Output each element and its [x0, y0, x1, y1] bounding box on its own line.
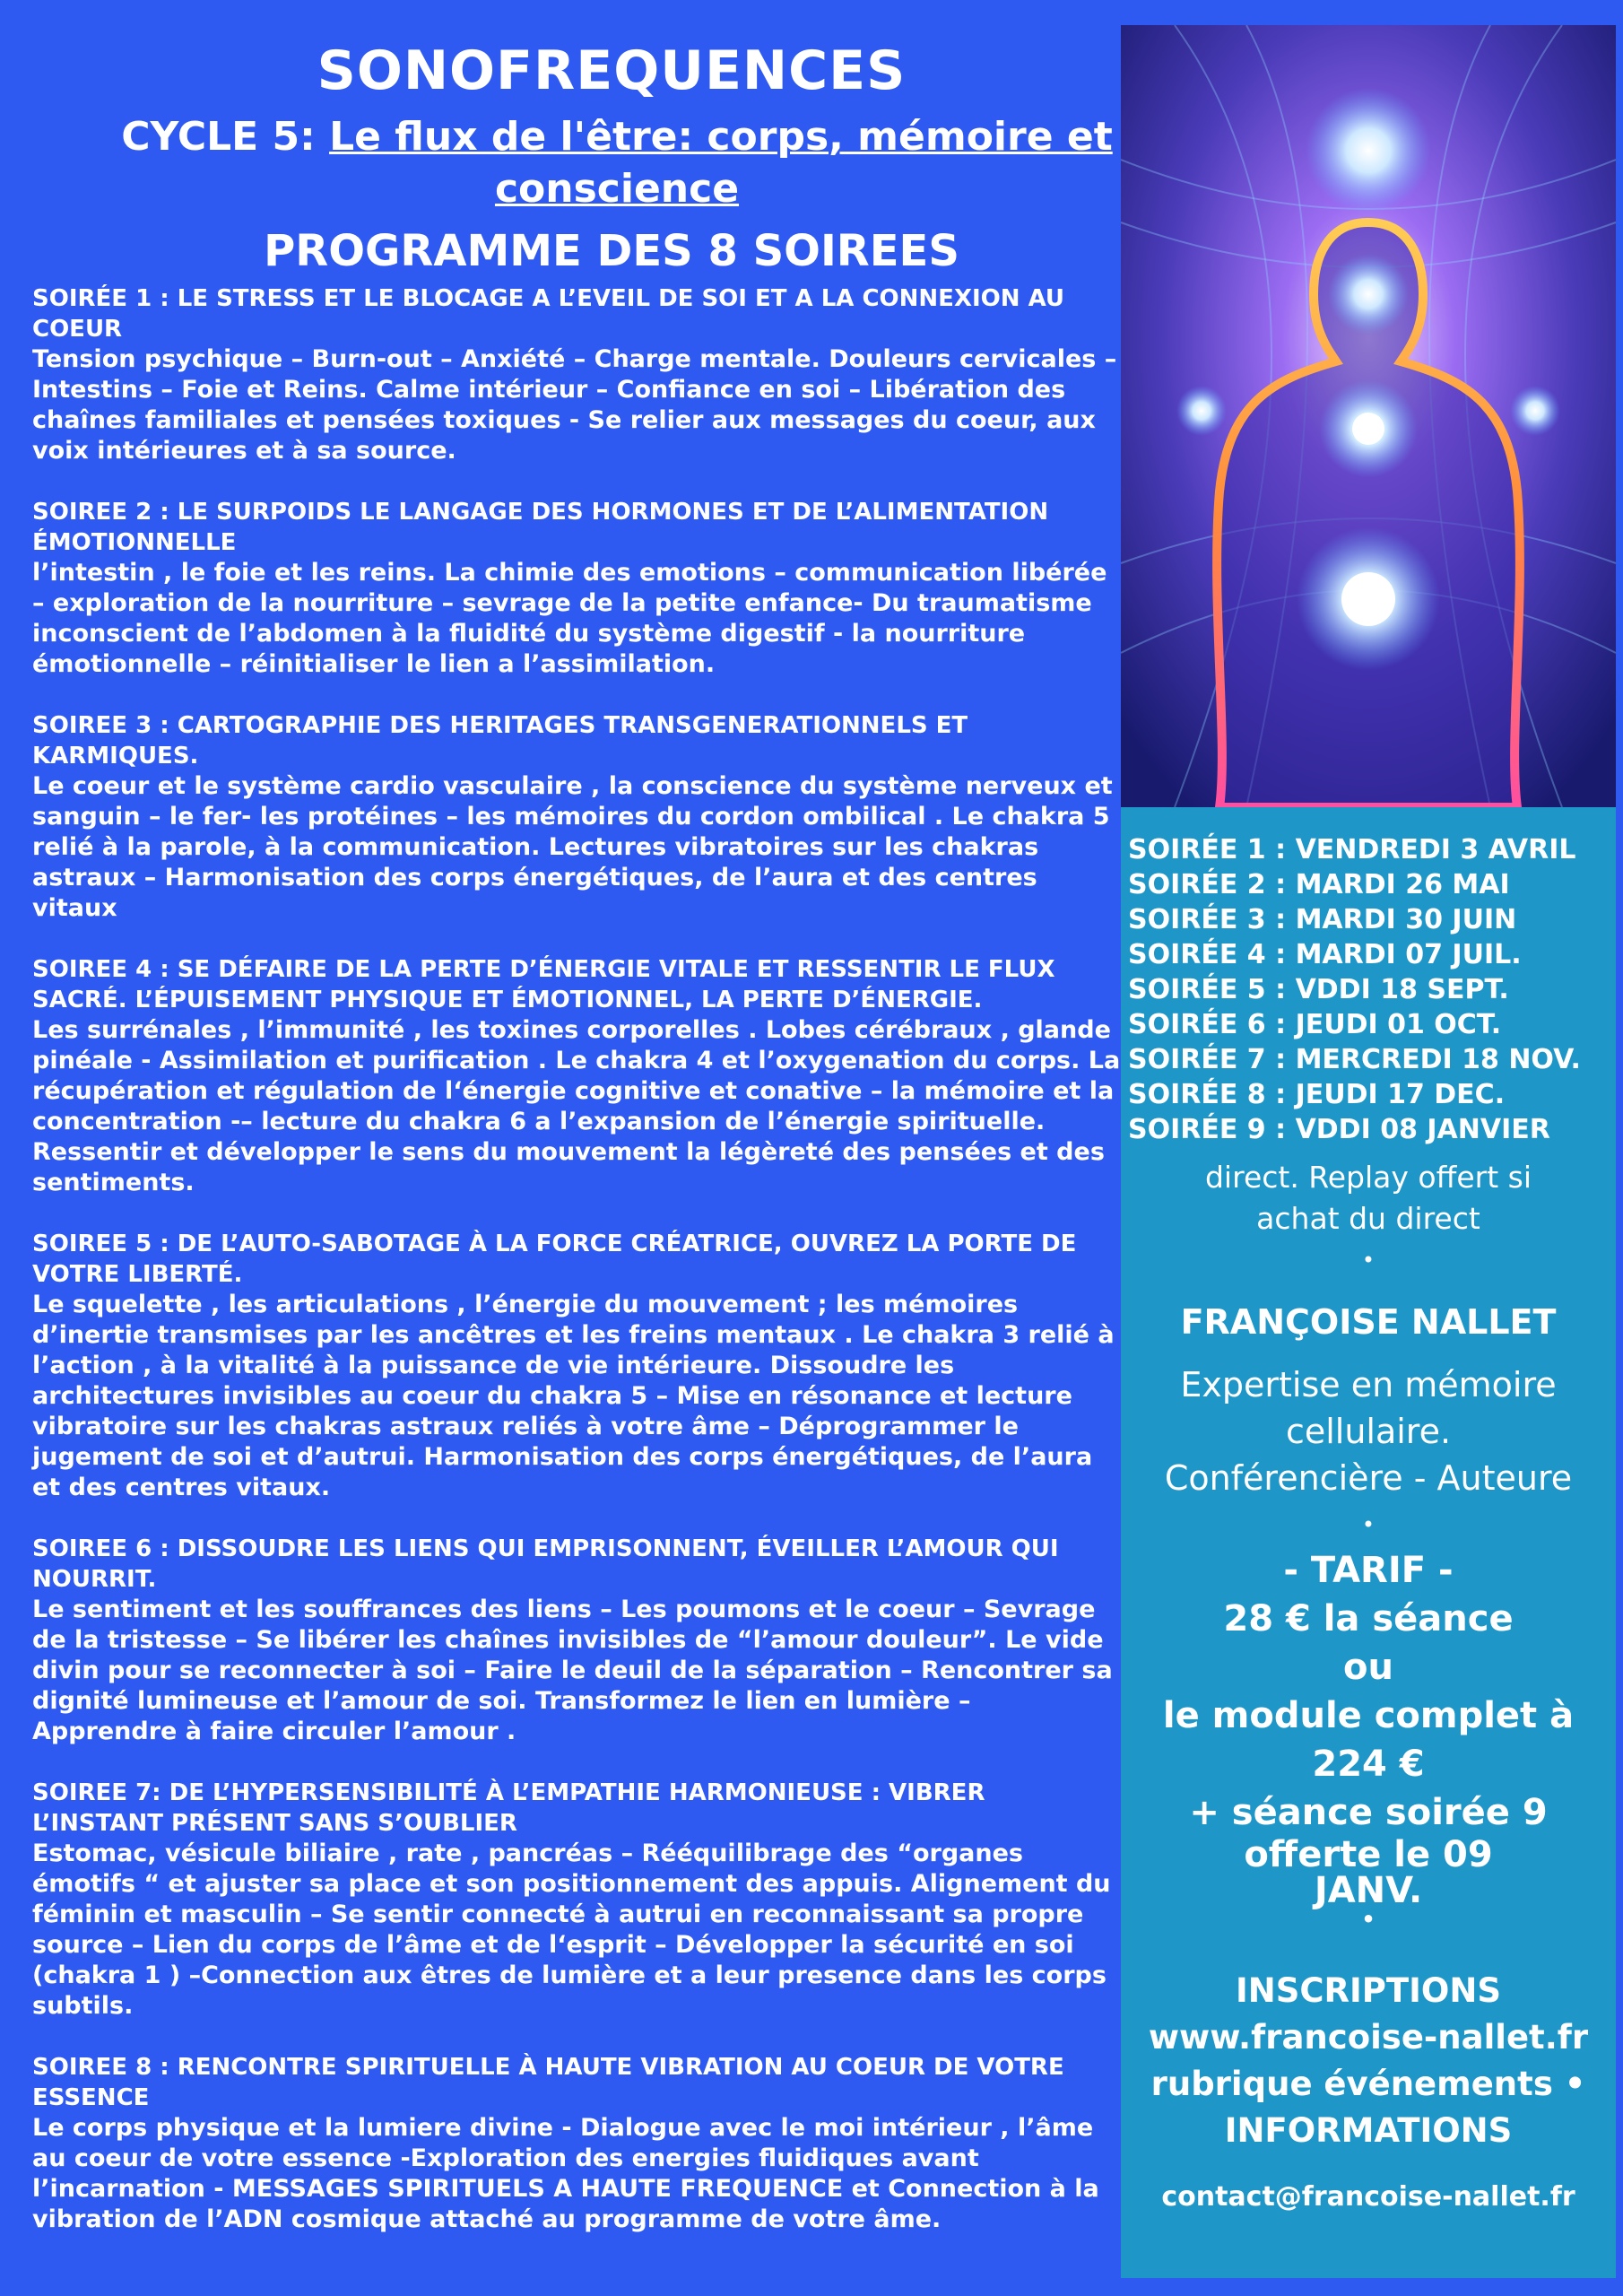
soiree-heading: SOIREE 4 : SE DÉFAIRE DE LA PERTE D’ÉNERGIE VITALE ET RESSENTIR LE FLUX SACRÉ. L’ÉPUISEMENT PHYSIQUE ET ÉMOTIONNEL, LA PERTE D’ÉNERGIE.: [32, 956, 1055, 1013]
date-item: SOIRÉE 4 : MARDI 07 JUIL.: [1128, 939, 1522, 970]
soiree-heading: SOIRÉE 1 : LE STRESS ET LE BLOCAGE A L’EVEIL DE SOI ET A LA CONNEXION AU COEUR: [32, 285, 1065, 343]
date-item: SOIRÉE 7 : MERCREDI 18 NOV.: [1128, 1044, 1581, 1075]
soiree-item: [32, 283, 1122, 466]
expertise-line3: Conférencière - Auteure: [1164, 1458, 1573, 1498]
soiree-body: Le squelette , les articulations , l’énergie du mouvement ; les mémoires d’inertie transmises par les ancêtres et les freins mentaux . Le chakra 3 relié à l’action , à la vitalité à la puissance de vie intérieure. Dissoudre les architectures invisibles au coeur du chakra 5 – Mise en résonance et lecture vibratoire sur les chakras astraux reliés à votre âme – Déprogrammer le jugement de soi et d’autrui. Harmonisation des corps énergétiques, de l’aura et des centres vitaux.: [32, 1291, 1115, 1501]
soiree-list: [32, 283, 1122, 2266]
expertise-line1: Expertise en mémoire: [1180, 1365, 1557, 1405]
soiree-item: [32, 1778, 1122, 2022]
cycle-name-line2: conscience: [494, 166, 740, 212]
soiree-item: [32, 1229, 1122, 1503]
expertise-line2: cellulaire.: [1285, 1412, 1452, 1451]
soiree-item: [32, 710, 1122, 924]
soiree-body: Tension psychique – Burn-out – Anxiété – Charge mentale. Douleurs cervicales – Intestins – Foie et Reins. Calme intérieur – Confiance en soi – Libération des chaînes familiales et pensées toxiques - Se relier aux messages du coeur, aux voix intérieures et à sa source.: [32, 345, 1117, 465]
date-item: SOIRÉE 6 : JEUDI 01 OCT.: [1128, 1009, 1502, 1040]
inscriptions-label: INSCRIPTIONS: [1236, 1971, 1501, 2010]
date-item: SOIRÉE 3 : MARDI 30 JUIN: [1128, 904, 1517, 935]
bullet-separator: •: [1361, 1248, 1376, 1273]
soiree-body: Le coeur et le système cardio vasculaire , la conscience du système nerveux et sanguin – le fer- les protéines – les mémoires du cordon ombilical . Le chakra 5 relié à la parole, à la communication. Lectures vibratoires sur les chakras astraux – Harmonisation des corps énergétiques, de l’aura et des centres vitaux: [32, 772, 1113, 922]
cycle-title: [106, 111, 1128, 215]
date-item: SOIRÉE 1 : VENDREDI 3 AVRIL: [1128, 834, 1576, 865]
date-item: SOIRÉE 8 : JEUDI 17 DEC.: [1128, 1079, 1506, 1110]
cycle-prefix: CYCLE 5:: [121, 114, 330, 160]
pricing-block: [1121, 1546, 1616, 1930]
soiree-heading: SOIREE 5 : DE L’AUTO-SABOTAGE À LA FORCE CRÉATRICE, OUVREZ LA PORTE DE VOTRE LIBERTÉ.: [32, 1231, 1077, 1288]
tarif-line: 28 € la séance: [1223, 1598, 1514, 1639]
date-list: [1128, 832, 1612, 1147]
soiree-heading: SOIREE 8 : RENCONTRE SPIRITUELLE À HAUTE VIBRATION AU COEUR DE VOTRE ESSENCE: [32, 2054, 1064, 2111]
info-sidebar: [1121, 25, 1616, 2278]
registration-block: [1121, 1968, 1616, 2154]
date-item: SOIRÉE 5 : VDDI 18 SEPT.: [1128, 974, 1509, 1005]
rubrique-label: rubrique événements •: [1150, 2065, 1586, 2103]
author-name: FRANÇOISE NALLET: [1180, 1302, 1557, 1342]
soiree-heading: SOIREE 2 : LE SURPOIDS LE LANGAGE DES HORMONES ET DE L’ALIMENTATION ÉMOTIONNELLE: [32, 499, 1049, 556]
soiree-body: Les surrénales , l’immunité , les toxines corporelles . Lobes cérébraux , glande pinéale - Assimilation et purification . Le chakra 4 et l’oxygenation du corps. La récupération et régulation de l‘énergie cognitive et conative – la mémoire et la concentration -– lecture du chakra 6 a l’expansion de l’énergie spirituelle. Ressentir et développer le sens du mouvement la légèreté des pensées et des sentiments.: [32, 1016, 1121, 1196]
bullet-separator: •: [1361, 1907, 1376, 1932]
bullet-separator: •: [1361, 1512, 1376, 1537]
programme-title: PROGRAMME DES 8 SOIREES: [264, 226, 959, 276]
soiree-heading: SOIREE 7: DE L’HYPERSENSIBILITÉ À L’EMPATHIE HARMONIEUSE : VIBRER L’INSTANT PRÉSENT SANS S’OUBLIER: [32, 1779, 985, 1837]
tarif-line: 224 €: [1312, 1744, 1425, 1785]
replay-line1: direct. Replay offert si: [1204, 1160, 1532, 1195]
author-expertise: [1121, 1361, 1616, 1548]
tarif-line: offerte le 09: [1244, 1834, 1493, 1875]
tarif-line: le module complet à: [1162, 1695, 1575, 1736]
cosmic-body-image: [1121, 25, 1616, 807]
replay-note: [1121, 1157, 1616, 1281]
date-item: SOIRÉE 9 : VDDI 08 JANVIER: [1128, 1114, 1550, 1145]
soiree-body: Le sentiment et les souffrances des liens – Les poumons et le coeur – Sevrage de la tristesse – Se libérer les chaînes invisibles de “l’amour douleur”. Le vide divin pour se reconnecter à soi – Faire le deuil de la séparation – Rencontrer sa dignité lumineuse et l’amour de soi. Transformez le lien en lumière – Apprendre à faire circuler l’amour .: [32, 1596, 1113, 1745]
soiree-body: Le corps physique et la lumiere divine - Dialogue avec le moi intérieur , l’âme au coeur de votre essence -Exploration des energies fluidiques avant l’incarnation - MESSAGES SPIRITUELS A HAUTE FREQUENCE et Connection à la vibration de l’ADN cosmique attaché au programme de votre âme.: [32, 2114, 1099, 2233]
cosmic-body-illustration: [1121, 25, 1616, 807]
soiree-item: [32, 497, 1122, 680]
soiree-body: l’intestin , le foie et les reins. La chimie des emotions – communication libérée – exploration de la nourriture – sevrage de la petite enfance- Du traumatisme inconscient de l’abdomen à la fluidité du système digestif - la nourriture émotionnelle – réinitialiser le lien a l’assimilation.: [32, 559, 1107, 678]
cycle-name-line1: Le flux de l'être: corps, mémoire et: [329, 114, 1113, 160]
page-title: SONOFREQUENCES: [317, 39, 907, 102]
informations-label: INFORMATIONS: [1224, 2111, 1513, 2150]
tarif-title: - TARIF -: [1283, 1550, 1454, 1591]
soiree-body: Estomac, vésicule biliaire , rate , pancréas – Rééquilibrage des “organes émotifs “ et ajuster sa place et son positionnement des appuis. Alignement du féminin et masculin – Se sentir connecté à autrui en reconnaissant sa propre source – Lien du corps de l’âme et de l‘esprit – Développer la sécurité en soi (chakra 1 ) –Connection aux êtres de lumière et a leur presence dans les corps subtils.: [32, 1839, 1111, 2020]
soiree-heading: SOIREE 6 : DISSOUDRE LES LIENS QUI EMPRISONNENT, ÉVEILLER L’AMOUR QUI NOURRIT.: [32, 1535, 1059, 1593]
soiree-heading: SOIREE 3 : CARTOGRAPHIE DES HERITAGES TRANSGENERATIONNELS ET KARMIQUES.: [32, 712, 968, 770]
website-link[interactable]: www.francoise-nallet.fr: [1148, 2018, 1589, 2057]
replay-line2: achat du direct: [1256, 1201, 1480, 1236]
soiree-item: [32, 954, 1122, 1198]
tarif-line: JANV.: [1314, 1870, 1423, 1911]
contact-email[interactable]: contact@francoise-nallet.fr: [1161, 2181, 1575, 2213]
soiree-item: [32, 2052, 1122, 2235]
tarif-line: ou: [1343, 1647, 1393, 1688]
tarif-line: + séance soirée 9: [1189, 1792, 1548, 1833]
soiree-item: [32, 1534, 1122, 1747]
date-item: SOIRÉE 2 : MARDI 26 MAI: [1128, 869, 1510, 900]
